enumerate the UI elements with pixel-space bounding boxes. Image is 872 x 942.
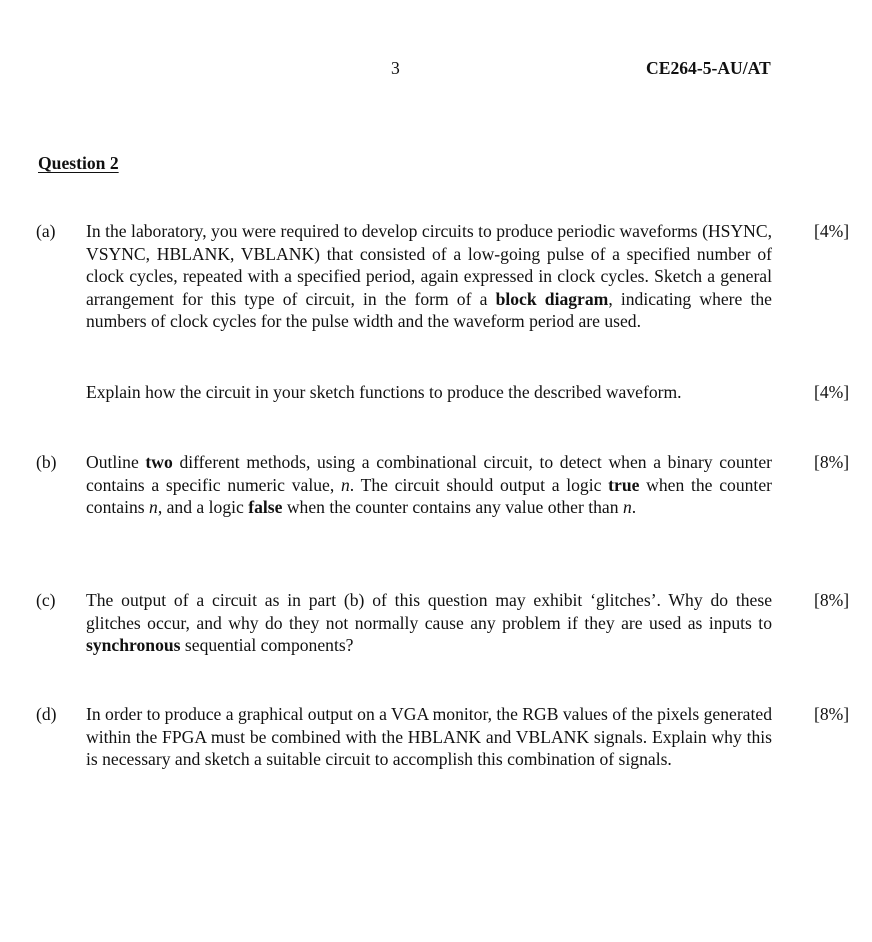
part-c-text-1: The output of a circuit as in part (b) of this question may exhibit ‘glitches’. Why do these glitches occur, and why do they not normally cause any problem if they are used as inputs to <box>86 590 772 633</box>
page-number: 3 <box>391 58 400 78</box>
part-a-explain-text <box>86 381 772 404</box>
exam-code: CE264-5-AU/AT <box>646 58 771 78</box>
part-b-text-3: . The circuit should output a logic <box>349 474 609 495</box>
part-b-text-7: . <box>631 497 637 518</box>
part-b-marks: [8%] <box>814 452 850 472</box>
part-b-var-1: n <box>340 474 350 495</box>
part-a-text <box>86 220 772 333</box>
part-c-label: (c) <box>36 590 56 610</box>
part-c-bold-1: synchronous <box>86 635 181 656</box>
part-b-bold-2: true <box>608 474 640 495</box>
part-b-bold-1: two <box>145 452 173 472</box>
part-c-marks: [8%] <box>814 590 850 610</box>
part-c-text <box>86 589 772 657</box>
part-b-label: (b) <box>36 452 57 472</box>
part-d-label: (d) <box>36 704 57 724</box>
question-title: Question 2 <box>38 153 119 173</box>
part-b-var-3: n <box>622 497 632 518</box>
part-a-label: (a) <box>36 221 56 241</box>
part-b-text <box>86 451 772 519</box>
part-a-text-2: , indicating where the numbers of clock cycles for the pulse width and the waveform period are used. <box>86 288 772 332</box>
part-d-text-1: In order to produce a graphical output on a VGA monitor, the RGB values of the pixels generated within the FPGA must be combined with the HBLANK and VBLANK signals. Explain why this is necessary and sketch a suitable circuit to accomplish this combination of signals. <box>86 704 772 770</box>
part-b-text-6: when the counter contains any value other than <box>282 497 623 518</box>
part-d-marks: [8%] <box>814 704 850 724</box>
part-d-text <box>86 703 772 771</box>
part-a-marks-2: [4%] <box>814 382 850 402</box>
part-c-text-2: sequential components? <box>180 635 354 656</box>
part-a-text-1: In the laboratory, you were required to develop circuits to produce periodic waveforms (HSYNC, VSYNC, HBLANK, VBLANK) that consisted of a low-going pulse of a specified number of clock cycles, repeated with a specified period, again expressed in clock cycles. Sketch a general arrangement for this type of circuit, in the form of a <box>86 221 772 309</box>
part-b-text-5: , and a logic <box>157 497 249 518</box>
part-b-text-4: when the counter contains <box>86 474 772 518</box>
part-b-var-2: n <box>149 497 158 518</box>
part-b-bold-3: false <box>248 497 283 518</box>
part-a-text-3: Explain how the circuit in your sketch functions to produce the described waveform. <box>86 382 682 402</box>
part-b-text-1: Outline <box>86 452 146 472</box>
part-a-bold-1: block diagram <box>495 288 609 309</box>
part-b-text-2: different methods, using a combinational circuit, to detect when a binary counter contains a specific numeric value, <box>86 452 772 495</box>
part-a-marks-1: [4%] <box>814 221 850 241</box>
